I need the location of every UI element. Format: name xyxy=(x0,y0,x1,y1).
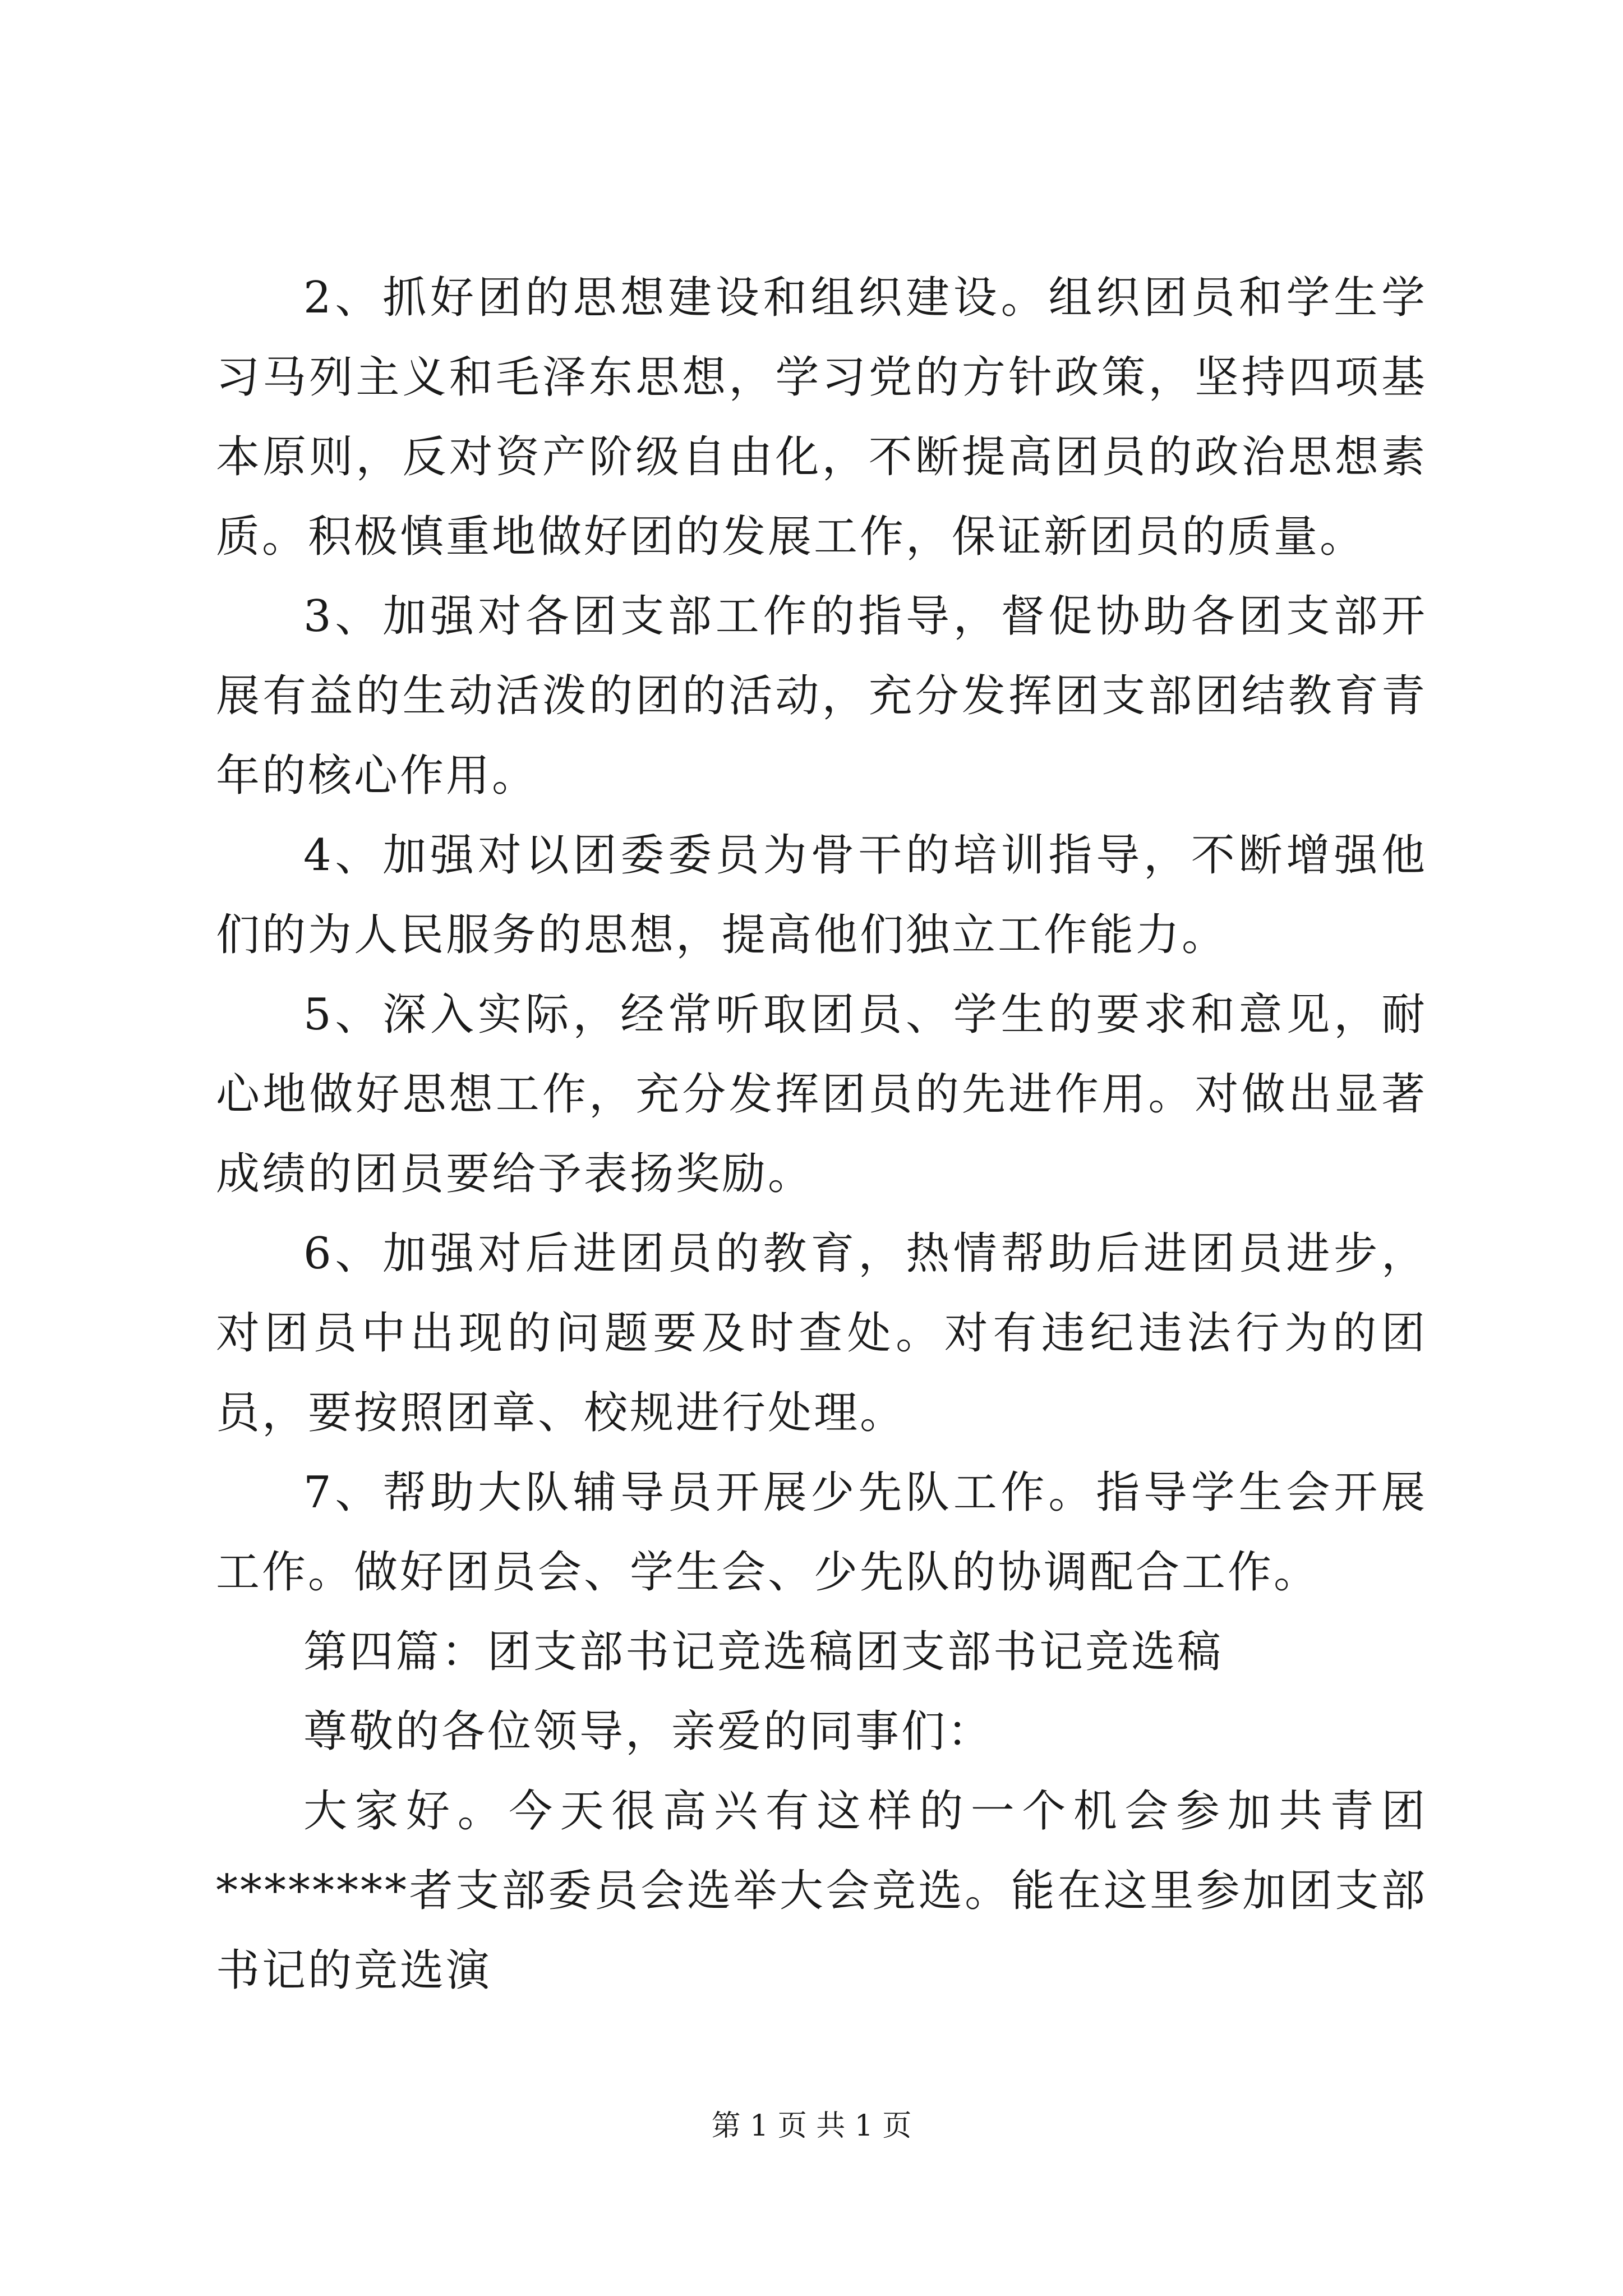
salutation: 尊敬的各位领导，亲爱的同事们： xyxy=(303,1706,994,1757)
section-heading: 第四篇：团支部书记竞选稿团支部书记竞选稿 xyxy=(303,1627,1224,1677)
page-footer: 第 1 页 共 1 页 xyxy=(711,2109,912,2143)
paragraph: 4、加强对以团委委员为骨干的培训指导，不断增强他们的为人民服务的思想，提高他们独立工作能力。 xyxy=(216,830,1427,960)
paragraph: 7、帮助大队辅导员开展少先队工作。指导学生会开展工作。做好团员会、学生会、少先队的协调配合工作。 xyxy=(216,1467,1427,1598)
paragraph: 2、抓好团的思想建设和组织建设。组织团员和学生学习马列主义和毛泽东思想，学习党的方针政策，坚持四项基本原则，反对资产阶级自由化，不断提高团员的政治思想素质。积极慎重地做好团的发展工作，保证新团员的质量。 xyxy=(216,273,1427,562)
paragraph: 3、加强对各团支部工作的指导，督促协助各团支部开展有益的生动活泼的团的活动，充分发挥团支部团结教育青年的核心作用。 xyxy=(216,591,1427,801)
document-body xyxy=(216,258,1427,2010)
paragraph: 6、加强对后进团员的教育，热情帮助后进团员进步，对团员中出现的问题要及时查处。对有违纪违法行为的团员，要按照团章、校规进行处理。 xyxy=(216,1228,1427,1438)
paragraph: 5、深入实际，经常听取团员、学生的要求和意见，耐心地做好思想工作，充分发挥团员的先进作用。对做出显著成绩的团员要给予表扬奖励。 xyxy=(216,990,1427,1199)
paragraph: 大家好。今天很高兴有这样的一个机会参加共青团********者支部委员会选举大会竞选。能在这里参加团支部书记的竞选演 xyxy=(216,1786,1427,1996)
